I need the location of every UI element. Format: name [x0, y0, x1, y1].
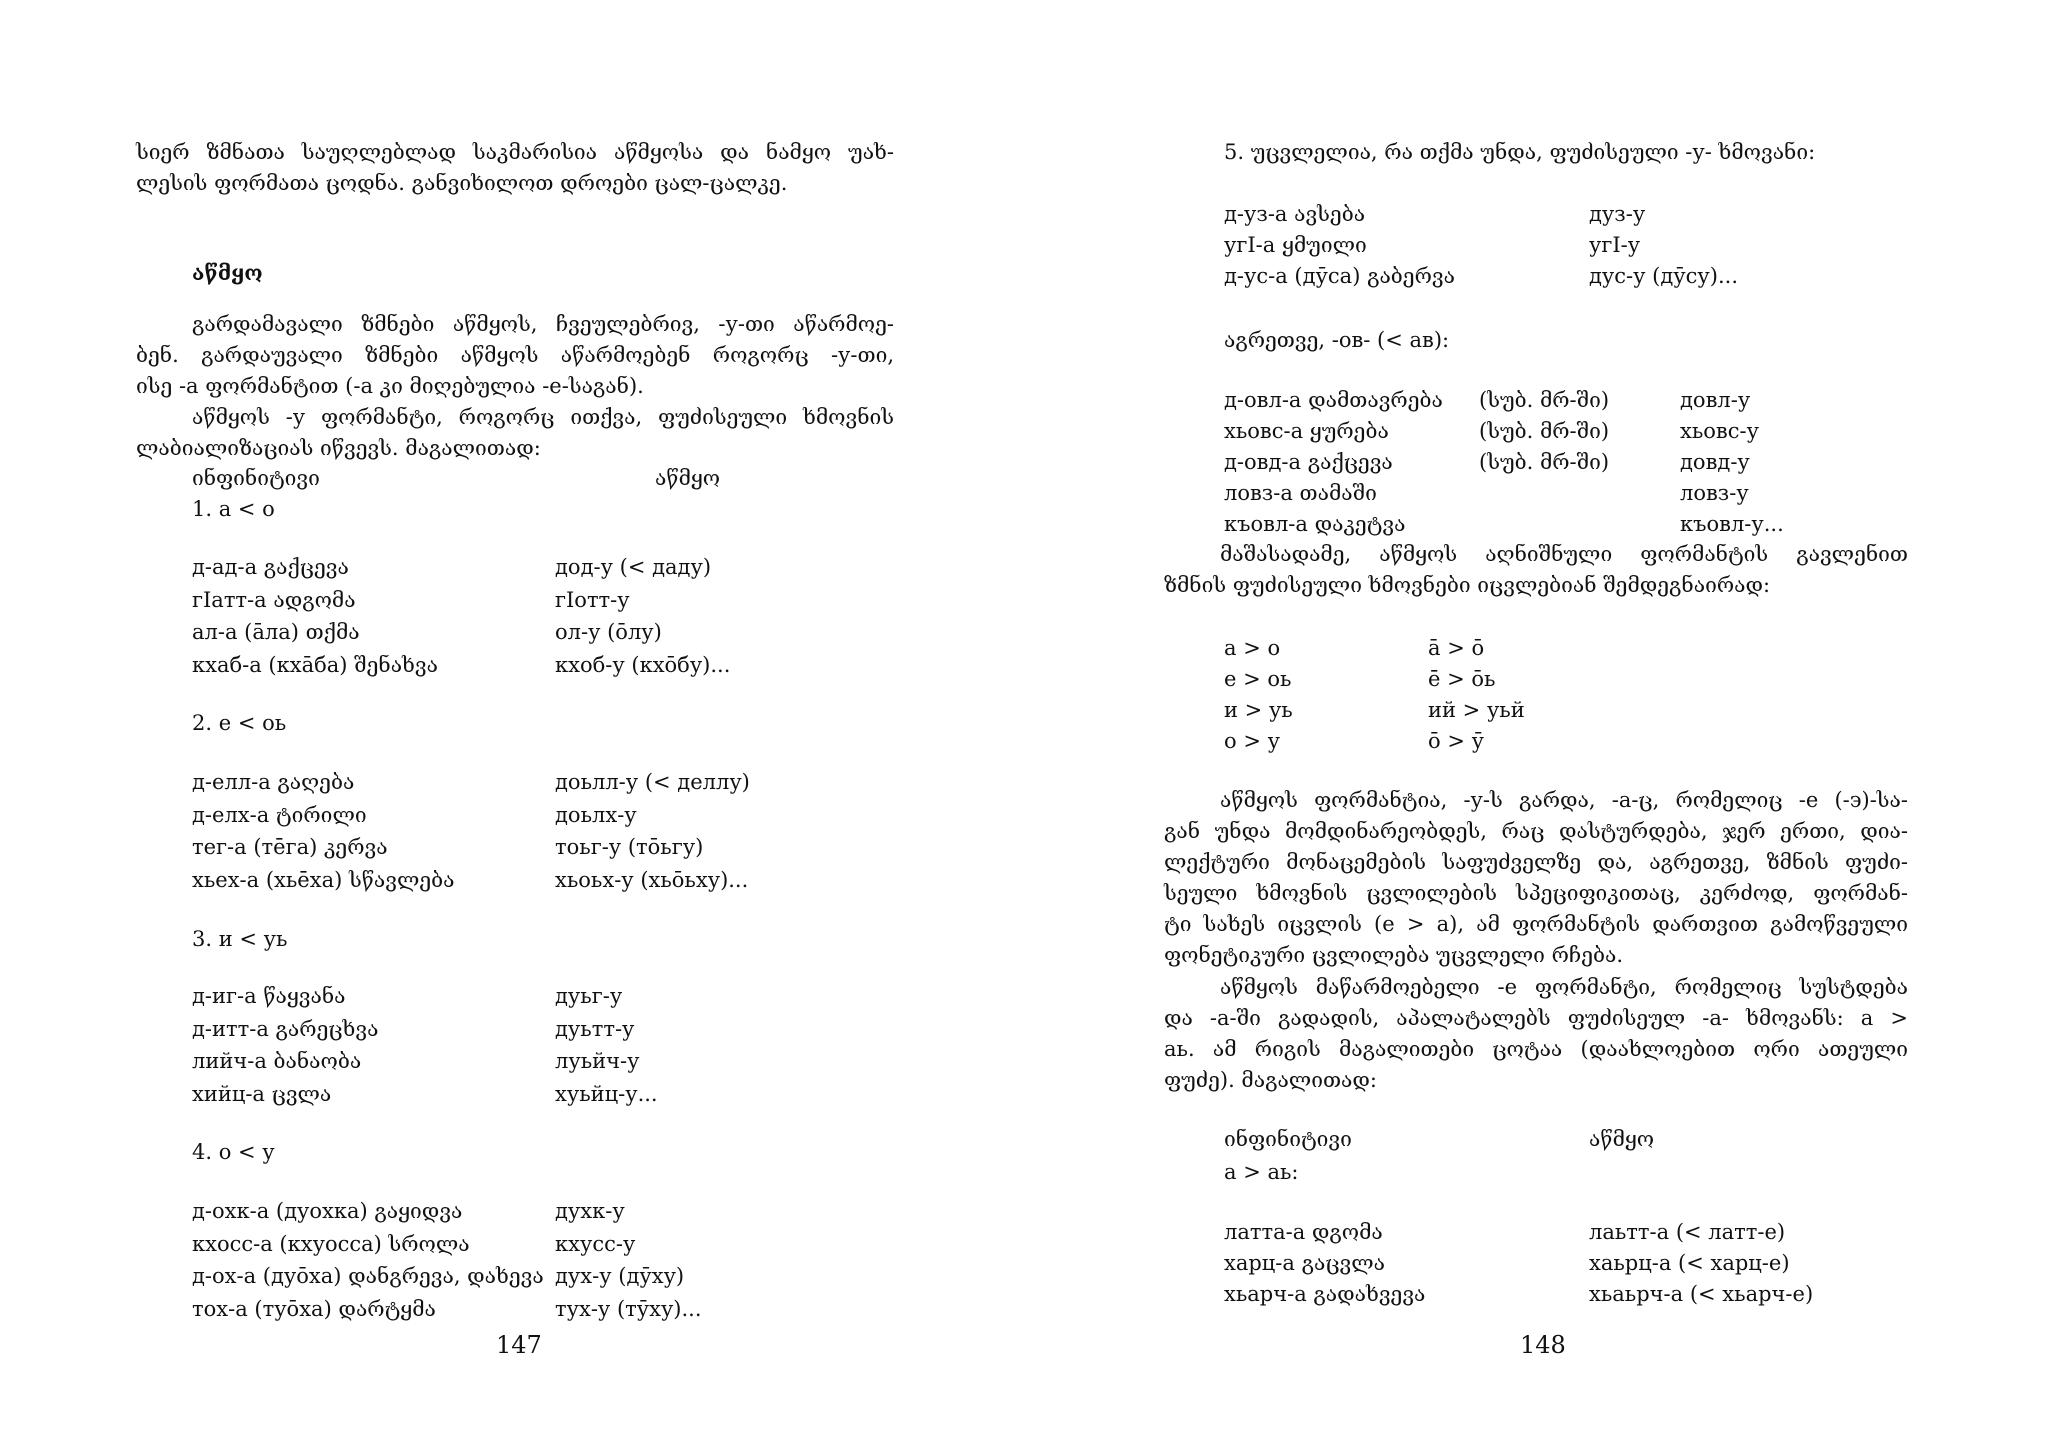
text-line: ისე -а ფორმანტით (-а კი მიღებულია -е-საგან).	[136, 374, 644, 398]
present-form: тух-у (тӯху)...	[555, 1296, 702, 1321]
text-line: ტი სახეს იცვლის (е > а), ამ ფორმანტის დართვით გამოწვეული	[1164, 912, 1908, 936]
column-header-infinitive: ინფინიტივი	[1224, 1127, 1352, 1151]
paragraph	[1164, 972, 1908, 1096]
present-form: хьаьрч-а (< хьарч-е)	[1589, 1282, 1814, 1306]
column-header-present: აწმყო	[655, 466, 721, 490]
vowel-change: и > уь	[1224, 698, 1293, 722]
present-form: духк-у	[555, 1199, 625, 1223]
section-heading: აწმყო	[192, 260, 263, 285]
infinitive-form: латта-а დგომა	[1224, 1220, 1383, 1244]
section-label: 4. о < у	[192, 1140, 275, 1164]
infinitive-form: кхосс-а (кхуосса) სროლა	[192, 1231, 470, 1256]
page-number: 148	[1520, 1331, 1566, 1359]
present-form: кхоб-у (кхōбу)...	[555, 652, 731, 677]
present-form: хуьйц-у...	[555, 1081, 658, 1106]
infinitive-form: гІатт-а ადგომა	[192, 587, 356, 612]
infinitive-form: кхаб-а (кхāба) შენახვა	[192, 652, 438, 677]
infinitive-form: д-иг-а წაყვანა	[192, 984, 346, 1008]
infinitive-form: лийч-а ბანაობა	[192, 1049, 362, 1073]
text-line: ბენ. გარდაუვალი ზმნები აწმყოს აწარმოებენ როგორც -у-თი,	[136, 343, 894, 367]
text-line: аь. ამ რიგის მაგალითები ცოტაა (დაახლოებით ორი ათეული	[1164, 1037, 1908, 1061]
infinitive-form: хьовс-а ყურება	[1224, 419, 1389, 443]
present-form: гІотт-у	[555, 587, 630, 612]
text-line: გარდამავალი ზმნები აწმყოს, ჩვეულებრივ, -у-თი აწარმოე-	[192, 312, 894, 336]
column-header-present: აწმყო	[1589, 1127, 1655, 1151]
present-form: дуз-у	[1589, 202, 1646, 226]
numbered-item: 5. უცვლელია, რა თქმა უნდა, ფუძისეული -у- ხმოვანი:	[1224, 140, 1816, 164]
infinitive-form: д-охк-а (дуохка) გაყიდვა	[192, 1199, 463, 1223]
infinitive-form: тох-а (туōха) დარტყმა	[192, 1296, 436, 1321]
present-form: хьовс-у	[1680, 419, 1759, 443]
present-form: угI-у	[1589, 233, 1641, 257]
infinitive-form: ал-а (āла) თქმა	[192, 620, 360, 644]
vowel-change: е > оь	[1224, 667, 1292, 691]
present-form: довл-у	[1680, 388, 1751, 412]
present-form: дух-у (дӯху)	[555, 1264, 685, 1288]
infinitive-form: харц-а გაცვლა	[1224, 1251, 1385, 1275]
intro-paragraph	[136, 137, 894, 199]
note-label: (სუბ. მრ-ში)	[1479, 450, 1610, 474]
present-form: доьлх-у	[555, 802, 637, 827]
text-line: ლაბიალიზაციას იწვევს. მაგალითად:	[136, 436, 541, 460]
present-form: хьоьх-у (хьōьху)...	[555, 867, 749, 892]
present-form: кхусс-у	[555, 1231, 636, 1256]
infinitive-form: хьарч-а გადახვევა	[1224, 1282, 1426, 1306]
vowel-change-long: ā > ō	[1428, 636, 1485, 660]
infinitive-form: д-ох-а (дуōха) დანგრევა, დახევა	[192, 1264, 544, 1288]
present-form: ол-у (ōлу)	[555, 620, 662, 644]
present-form: дуьтт-у	[555, 1016, 635, 1041]
text-line: ფონეტიკური ცვლილება უცვლელი რჩება.	[1164, 943, 1623, 967]
vowel-change: а > о	[1224, 636, 1281, 660]
paragraph	[136, 309, 894, 402]
infinitive-form: д-елл-а გაღება	[192, 770, 355, 794]
page-right	[1024, 0, 2048, 1447]
vowel-change-long: ō > ӯ	[1428, 729, 1484, 753]
present-form: къовл-у...	[1680, 512, 1784, 536]
text-line: სიერ ზმნათა საუღლებლად საკმარისია აწმყოსა და ნამყო უახ-	[136, 140, 894, 164]
infinitive-form: ловз-а თამაში	[1224, 481, 1377, 505]
present-form: тоьг-у (тōьгу)	[555, 835, 704, 859]
vowel-change: о > у	[1224, 729, 1280, 753]
infinitive-form: д-ус-а (дӯса) გაბერვა	[1224, 264, 1455, 288]
text-line: აწმყოს ფორმანტია, -у-ს გარდა, -а-ც, რომელიც -е (-э)-სა-	[1220, 788, 1908, 812]
section-label: 3. и < уь	[192, 927, 288, 951]
text-line: ლექტური მონაცემების საფუძველზე და, აგრეთვე, ზმნის ფუძი-	[1164, 850, 1908, 874]
present-form: луьйч-у	[555, 1049, 640, 1073]
vowel-change-long: ий > уьй	[1428, 698, 1525, 722]
infinitive-form: д-елх-а ტირილი	[192, 802, 367, 827]
text-line: და -а-ში გადადის, აპალატალებს ფუძისეულ -а- ხმოვანს: а >	[1164, 1006, 1908, 1030]
also-line: აგრეთვე, -ов- (< ав):	[1224, 328, 1450, 352]
text-line: ზმნის ფუძისეული ხმოვნები იცვლებიან შემდეგნაირად:	[1164, 573, 1771, 597]
infinitive-form: д-ад-а გაქცევა	[192, 555, 349, 579]
paragraph	[1164, 785, 1908, 971]
vowel-change-long: ē > ōь	[1428, 667, 1496, 691]
infinitive-form: хийц-а ცვლა	[192, 1081, 332, 1106]
section-label: 2. е < оь	[192, 711, 287, 735]
present-form: дус-у (дӯсу)...	[1589, 264, 1738, 288]
column-header-infinitive: ინფინიტივი	[192, 466, 320, 490]
paragraph	[1164, 539, 1908, 601]
section-label: 1. а < о	[192, 497, 275, 521]
text-line: გან უნდა მომდინარეობდეს, რაც დასტურდება, ჯერ ერთი, დია-	[1164, 819, 1908, 843]
infinitive-form: хьех-а (хьēха) სწავლება	[192, 867, 455, 892]
text-line: ფუძე). მაგალითად:	[1164, 1068, 1377, 1092]
infinitive-form: угI-а ყმუილი	[1224, 233, 1367, 257]
text-line: ლესის ფორმათა ცოდნა. განვიხილოთ დროები ცალ-ცალკე.	[136, 171, 788, 195]
present-form: лаьтт-а (< латт-е)	[1589, 1220, 1786, 1244]
infinitive-form: д-овл-а დამთავრება	[1224, 388, 1443, 412]
infinitive-form: къовл-а დაკეტვა	[1224, 512, 1406, 536]
note-label: (სუბ. მრ-ში)	[1479, 388, 1610, 412]
present-form: ловз-у	[1680, 481, 1749, 505]
present-form: дуьг-у	[555, 984, 623, 1008]
present-form: довд-у	[1680, 450, 1750, 474]
page-number: 147	[496, 1331, 542, 1359]
present-form: хаьрц-а (< харц-е)	[1589, 1251, 1790, 1275]
text-line: აწმყოს -у ფორმანტი, როგორც ითქვა, ფუძისეული ხმოვნის	[192, 405, 894, 429]
paragraph	[136, 402, 894, 464]
present-form: дод-у (< даду)	[555, 555, 712, 579]
sub-label: а > аь:	[1224, 1160, 1299, 1184]
text-line: სეული ხმოვნის ცვლილების სპეციფიკითაც, კერძოდ, ფორმან-	[1164, 881, 1908, 905]
text-line: მაშასადამე, აწმყოს აღნიშნული ფორმანტის გავლენით	[1220, 542, 1908, 566]
infinitive-form: д-итт-а გარეცხვა	[192, 1016, 379, 1041]
present-form: доьлл-у (< деллу)	[555, 770, 750, 794]
infinitive-form: д-овд-а გაქცევა	[1224, 450, 1393, 474]
infinitive-form: д-уз-а ავსება	[1224, 202, 1366, 226]
note-label: (სუბ. მრ-ში)	[1479, 419, 1610, 443]
infinitive-form: тег-а (тēга) კერვა	[192, 835, 388, 859]
text-line: აწმყოს მაწარმოებელი -е ფორმანტი, რომელიც სუსტდება	[1220, 975, 1908, 999]
